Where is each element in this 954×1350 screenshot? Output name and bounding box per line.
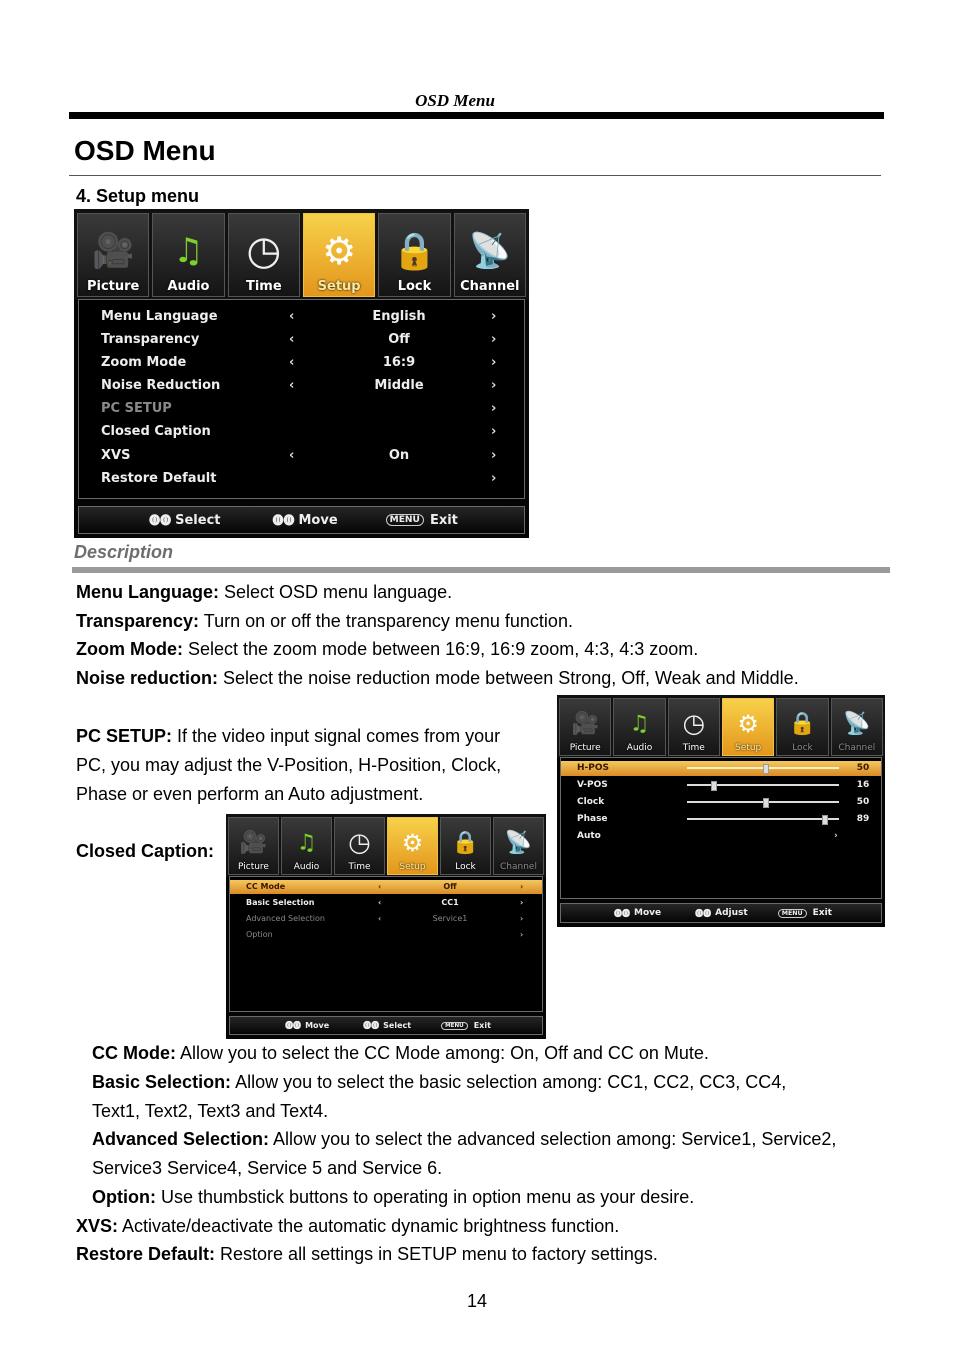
arrow-left-icon: ‹ bbox=[289, 332, 295, 347]
satellite-dish-icon: 📡 bbox=[843, 711, 871, 737]
option-row: V-POS 16 bbox=[577, 780, 870, 790]
menu-tab-bar bbox=[557, 695, 885, 758]
arrow-right-icon: › bbox=[520, 898, 524, 907]
tab-channel: 📡 Channel bbox=[831, 698, 883, 756]
arrow-right-icon: › bbox=[491, 471, 497, 486]
slider-knob bbox=[763, 798, 769, 808]
tab-lock: 🔒 Lock bbox=[776, 698, 828, 756]
arrow-right-icon: › bbox=[520, 882, 524, 891]
option-row: Phase 89 bbox=[577, 814, 870, 824]
closed-caption-screenshot bbox=[226, 814, 546, 1039]
tab-audio: ♫ Audio bbox=[152, 213, 224, 297]
pc-setup-screenshot bbox=[557, 695, 885, 927]
phase-slider bbox=[687, 818, 839, 820]
arrow-left-icon: ‹ bbox=[378, 914, 382, 923]
tab-time: ◷ Time bbox=[668, 698, 720, 756]
arrow-right-icon: › bbox=[491, 378, 497, 393]
music-note-icon: ♫ bbox=[296, 830, 317, 856]
option-row: Transparency ‹ Off › bbox=[79, 329, 524, 351]
tab-picture: 🎥 Picture bbox=[77, 213, 149, 297]
vpos-slider bbox=[687, 784, 839, 786]
tab-setup: ⚙ Setup bbox=[722, 698, 774, 756]
arrow-left-icon: ‹ bbox=[289, 355, 295, 370]
lock-icon: 🔒 bbox=[392, 230, 437, 272]
option-row: PC SETUP › bbox=[79, 398, 524, 420]
music-note-icon: ♫ bbox=[629, 711, 650, 737]
left-right-keys-icon: ⓿⓿ bbox=[272, 514, 295, 527]
para-pc-setup: PC SETUP: If the video input signal comes from your PC, you may adjust the V-Position, H-Position, Clock, Phase or even perform an Auto adjustment. bbox=[76, 726, 502, 804]
osd-footer-hints: ⓿⓿ Move ⓿⓿ Adjust MENU Exit bbox=[560, 903, 882, 923]
clock-icon: ◷ bbox=[348, 828, 371, 859]
option-row: Noise Reduction ‹ Middle › bbox=[79, 375, 524, 397]
header-rule bbox=[69, 112, 884, 119]
page-number: 14 bbox=[466, 1291, 488, 1311]
hpos-slider bbox=[687, 767, 839, 769]
clock-slider bbox=[687, 801, 839, 803]
tab-picture: 🎥 Picture bbox=[559, 698, 611, 756]
lock-icon: 🔒 bbox=[788, 711, 817, 737]
tab-time: ◷ Time bbox=[228, 213, 300, 297]
gear-tools-icon: ⚙ bbox=[322, 228, 357, 273]
tab-audio: ♫ Audio bbox=[281, 817, 332, 875]
up-down-keys-icon: ⓿⓿ bbox=[285, 1021, 302, 1030]
para-transparency: Transparency: Turn on or off the transparency menu function. bbox=[76, 611, 573, 631]
para-noise-reduction: Noise reduction: Select the noise reduction mode between Strong, Off, Weak and Middle. bbox=[76, 668, 799, 688]
menu-tab-bar bbox=[74, 209, 529, 300]
music-note-icon: ♫ bbox=[173, 230, 204, 271]
left-right-keys-icon: ⓿⓿ bbox=[363, 1021, 380, 1030]
para-xvs: XVS: Activate/deactivate the automatic dynamic brightness function. bbox=[76, 1216, 620, 1236]
up-down-keys-icon: ⓿⓿ bbox=[149, 514, 172, 527]
option-row: Auto › bbox=[561, 829, 881, 844]
running-header: OSD Menu bbox=[415, 91, 495, 110]
satellite-dish-icon: 📡 bbox=[468, 230, 511, 271]
arrow-left-icon: ‹ bbox=[289, 378, 295, 393]
menu-key-icon: MENU bbox=[778, 909, 807, 918]
arrow-left-icon: ‹ bbox=[289, 448, 295, 463]
camera-icon: 🎥 bbox=[91, 230, 135, 271]
arrow-right-icon: › bbox=[520, 914, 524, 923]
option-row: CC Mode ‹ Off › bbox=[230, 880, 542, 894]
tab-time: ◷ Time bbox=[334, 817, 385, 875]
title-rule bbox=[69, 175, 881, 176]
option-row: Basic Selection ‹ CC1 › bbox=[230, 896, 542, 910]
para-zoom-mode: Zoom Mode: Select the zoom mode between 16:9, 16:9 zoom, 4:3, 4:3 zoom. bbox=[76, 639, 699, 659]
para-option: Option: Use thumbstick buttons to operating in option menu as your desire. bbox=[92, 1187, 695, 1207]
setup-menu-screenshot bbox=[74, 209, 529, 538]
option-row: Option › bbox=[230, 928, 542, 942]
cc-options-panel bbox=[229, 876, 543, 1012]
option-row: H-POS 50 bbox=[561, 761, 881, 776]
clock-icon: ◷ bbox=[682, 709, 706, 740]
slider-knob bbox=[763, 764, 769, 774]
tab-channel: 📡 Channel bbox=[493, 817, 544, 875]
arrow-right-icon: › bbox=[491, 448, 497, 463]
option-row: XVS ‹ On › bbox=[79, 445, 524, 467]
menu-key-icon: MENU bbox=[441, 1022, 468, 1030]
slider-knob bbox=[711, 781, 717, 791]
para-closed-caption: Closed Caption: bbox=[76, 841, 214, 861]
tab-lock: 🔒 Lock bbox=[378, 213, 450, 297]
description-label: Description bbox=[74, 542, 174, 562]
gear-tools-icon: ⚙ bbox=[401, 829, 424, 858]
para-menu-language: Menu Language: Select OSD menu language. bbox=[76, 582, 453, 602]
clock-icon: ◷ bbox=[246, 227, 282, 274]
para-restore-default: Restore Default: Restore all settings in SETUP menu to factory settings. bbox=[76, 1244, 658, 1264]
tab-lock: 🔒 Lock bbox=[440, 817, 491, 875]
menu-tab-bar bbox=[226, 814, 546, 877]
option-row: Menu Language ‹ English › bbox=[79, 306, 524, 328]
section-title: 4. Setup menu bbox=[76, 186, 200, 206]
arrow-right-icon: › bbox=[491, 424, 497, 439]
arrow-right-icon: › bbox=[491, 309, 497, 324]
page-title: OSD Menu bbox=[74, 135, 216, 166]
arrow-left-icon: ‹ bbox=[378, 898, 382, 907]
description-rule bbox=[72, 567, 890, 573]
tab-setup: ⚙ Setup bbox=[387, 817, 438, 875]
option-row: Zoom Mode ‹ 16:9 › bbox=[79, 352, 524, 374]
osd-footer-hints: ⓿⓿ Move ⓿⓿ Select MENU Exit bbox=[229, 1016, 543, 1035]
arrow-right-icon: › bbox=[520, 930, 524, 939]
para-advanced-selection: Advanced Selection: Allow you to select the advanced selection among: Service1, Service2, Service3 Service4, Service 5 and Service 6. bbox=[92, 1129, 837, 1178]
camera-icon: 🎥 bbox=[239, 830, 268, 856]
up-down-keys-icon: ⓿⓿ bbox=[614, 908, 630, 918]
option-row: Advanced Selection ‹ Service1 › bbox=[230, 912, 542, 926]
gear-tools-icon: ⚙ bbox=[737, 710, 759, 739]
arrow-left-icon: ‹ bbox=[378, 882, 382, 891]
satellite-dish-icon: 📡 bbox=[504, 830, 533, 856]
menu-key-icon: MENU bbox=[386, 514, 424, 526]
lock-icon: 🔒 bbox=[451, 830, 480, 856]
tab-picture: 🎥 Picture bbox=[228, 817, 279, 875]
slider-knob bbox=[822, 815, 828, 825]
arrow-right-icon: › bbox=[491, 401, 497, 416]
tab-setup: ⚙ Setup bbox=[303, 213, 375, 297]
setup-options-panel bbox=[78, 299, 525, 499]
arrow-right-icon: › bbox=[834, 831, 838, 841]
arrow-right-icon: › bbox=[491, 355, 497, 370]
tab-audio: ♫ Audio bbox=[613, 698, 665, 756]
camera-icon: 🎥 bbox=[571, 711, 599, 737]
para-basic-selection: Basic Selection: Allow you to select the basic selection among: CC1, CC2, CC3, CC4, Text1, Text2, Text3 and Text4. bbox=[92, 1072, 787, 1121]
option-row: Closed Caption › bbox=[79, 421, 524, 443]
arrow-right-icon: › bbox=[491, 332, 497, 347]
option-row: Restore Default › bbox=[79, 468, 524, 490]
pc-setup-options-panel bbox=[560, 757, 882, 899]
option-row: Clock 50 bbox=[577, 797, 870, 807]
left-right-keys-icon: ⓿⓿ bbox=[695, 908, 712, 918]
arrow-left-icon: ‹ bbox=[289, 309, 295, 324]
osd-footer-hints: ⓿⓿ Select ⓿⓿ Move MENU Exit bbox=[78, 506, 525, 534]
para-cc-mode: CC Mode: Allow you to select the CC Mode among: On, Off and CC on Mute. bbox=[92, 1043, 709, 1063]
tab-channel: 📡 Channel bbox=[454, 213, 526, 297]
